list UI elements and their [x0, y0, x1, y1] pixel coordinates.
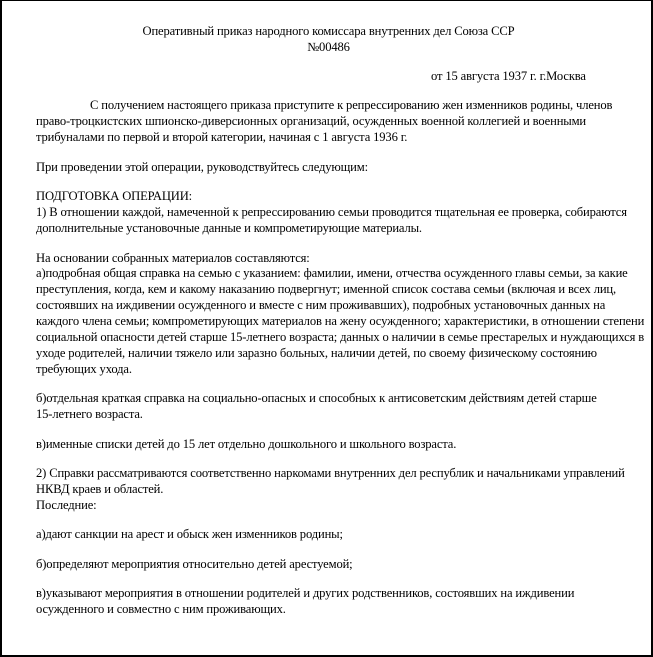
order-number: №00486	[307, 40, 350, 54]
date-place: от 15 августа 1937 г. г.Москва	[431, 69, 586, 83]
item-1a-line: а)подробная общая справка на семью с указанием: фамилии, имени, отчества осужденного главы семьи, за какие	[36, 266, 628, 280]
item-1a-line: требующих ухода.	[36, 362, 132, 376]
guidance-text: При проведении этой операции, руководствуйтесь следующим:	[36, 160, 368, 174]
item-1-line: 1) В отношении каждой, намеченной к репрессированию семьи проводится тщательная ее проверка, собираются	[36, 205, 627, 219]
item-2b-line: б)определяют мероприятия относительно детей арестуемой;	[36, 557, 353, 571]
item-2-line: Последние:	[36, 498, 97, 512]
item-1a-line: социальной опасности детей старше 15-летнего возраста; данных о наличии в семье престарелых и нуждающихся в	[36, 330, 645, 344]
item-1-line: дополнительные установочные данные и компрометирующие материалы.	[36, 221, 422, 235]
item-1v-line: в)именные списки детей до 15 лет отдельно дошкольного и школьного возраста.	[36, 437, 457, 451]
item-2v-line: в)указывают мероприятия в отношении родителей и других родственников, состоявших на иждивении	[36, 586, 575, 600]
item-2-line: 2) Справки рассматриваются соответственно наркомами внутренних дел республик и начальниками управлений	[36, 466, 625, 480]
intro-line: С получением настоящего приказа приступите к репрессированию жен изменников родины, членов	[90, 98, 613, 112]
item-1b-line: б)отдельная краткая справка на социально-опасных и способных к антисоветским действиям детей старше	[36, 391, 597, 405]
item-1a-line: состоявших на иждивении осужденного и вместе с ним проживавших), подробных установочных данных на	[36, 298, 606, 312]
item-1a-line: каждого члена семьи; компрометирующих материалов на жену осужденного; характеристики, в отношении степени	[36, 314, 645, 328]
item-1a-line: уходе родителей, наличии тяжело или заразно больных, наличии детей, по своему физическому состоянию	[36, 346, 597, 360]
item-2-line: НКВД краев и областей.	[36, 482, 164, 496]
intro-line: трибуналами по первой и второй категории, начиная с 1 августа 1936 г.	[36, 130, 408, 144]
document-title: Оперативный приказ народного комиссара внутренних дел Союза ССР	[142, 24, 515, 38]
item-1b-line: 15-летнего возраста.	[36, 407, 143, 421]
item-1a-line: преступления, когда, кем и какому наказанию подвергнут; именной список состава семьи (включая и всех лиц,	[36, 282, 617, 296]
intro-line: право-троцкистских шпионско-диверсионных организаций, осужденных военной коллегией и военными	[36, 114, 587, 128]
item-2v-line: осужденного и совместно с ним проживающих.	[36, 602, 286, 616]
section-heading: ПОДГОТОВКА ОПЕРАЦИИ:	[36, 189, 193, 203]
item-2a-line: а)дают санкции на арест и обыск жен изменников родины;	[36, 527, 343, 541]
basis-text: На основании собранных материалов составляются:	[36, 251, 310, 265]
